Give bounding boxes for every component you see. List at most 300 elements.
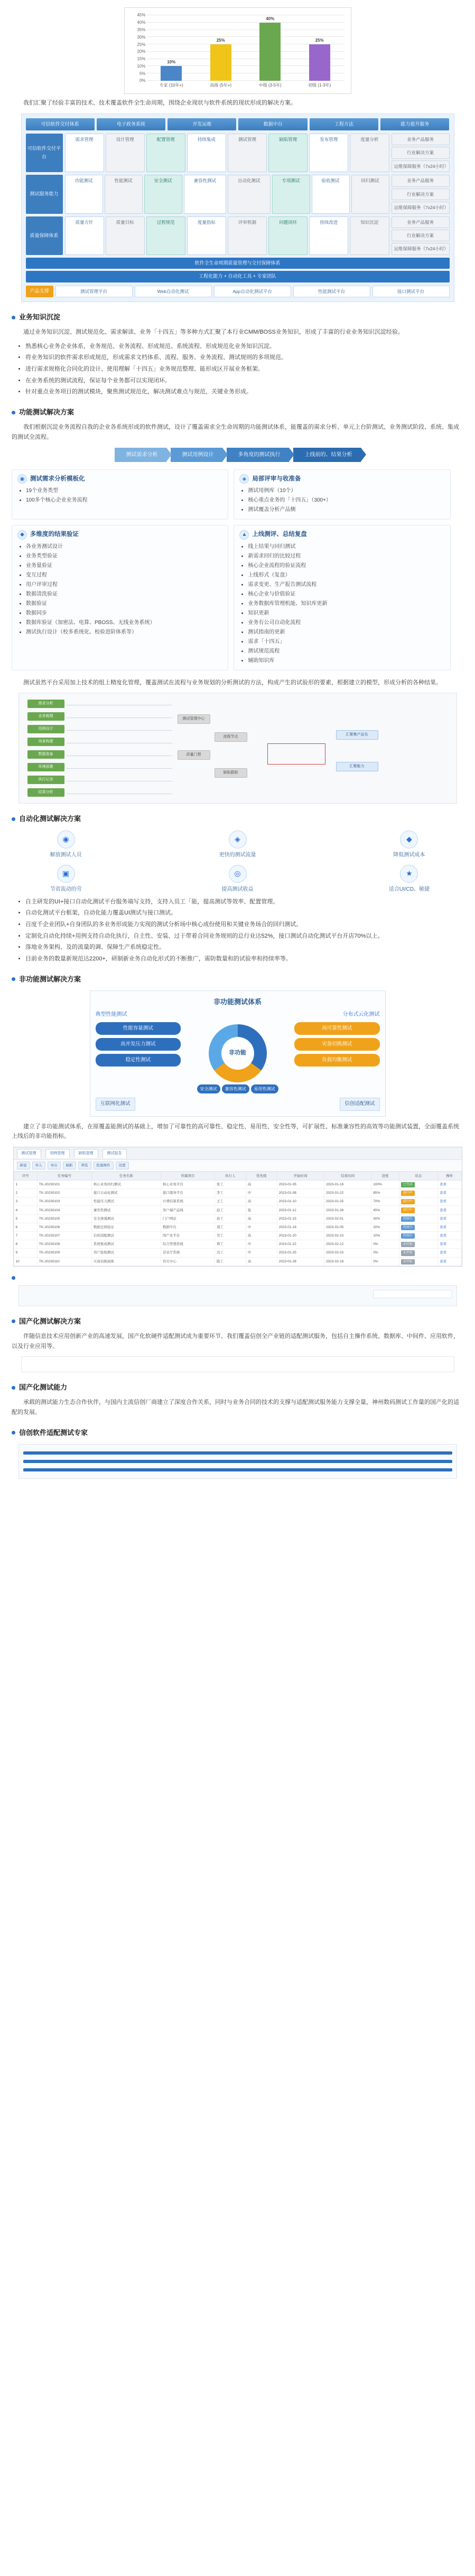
table-row (14, 1223, 461, 1231)
table-cell: 6 (14, 1223, 37, 1231)
automation-feature-icon: ◈ (229, 831, 247, 848)
quadrant-list-item: • 100多个核心企业业务流程 (26, 496, 222, 505)
chart-y-tick: 20% (137, 49, 146, 54)
automation-feature (12, 831, 120, 860)
chart-y-tick: 10% (137, 63, 146, 69)
quadrant-list (239, 486, 444, 514)
screenshot-tab[interactable]: 测试报告 (103, 1149, 127, 1158)
architecture-diagram (21, 114, 454, 302)
status-badge: 未开始 (401, 1242, 415, 1247)
table-cell: 李工 (215, 1189, 246, 1197)
mindmap-node-left: 需求分析 (27, 700, 64, 708)
architecture-cell: 质量目标 (106, 216, 145, 255)
quadrant-list-item: • 19个业务类型 (26, 486, 222, 495)
architecture-right-col (392, 216, 450, 255)
automation-feature-caption: 节省流动的劳 (50, 886, 82, 892)
architecture-cells (65, 175, 389, 213)
mindmap-node-left: 结果分析 (27, 788, 64, 797)
stack-paragraph: 承载的测试能力生态合作伙伴，与国内主流信创厂商建立了深度合作关系，同时与业务合同的技术的支撑与适配测试服务能力支撑全量，神州数码测试工作量的国产化的适配的发展。 (12, 1399, 459, 1416)
nonfunctional-diagram (90, 990, 386, 1117)
quadrant-list (239, 542, 444, 665)
table-cell: TK-20230107 (37, 1232, 91, 1240)
section-automation (0, 813, 475, 964)
architecture-tab[interactable]: 电子政务系统 (97, 118, 165, 130)
architecture-row (26, 134, 450, 172)
table-column-header: 任务编号 (37, 1172, 91, 1180)
table-cell: TK-20230106 (37, 1223, 91, 1231)
nf-donut-chart (209, 1024, 267, 1082)
business-bullet-item: • 进行需求规格化合同化的设计、使用理解「十四五」业务规范整理、能形成区开展业务框架。 (25, 364, 463, 374)
function-step: 测试用例设计 (171, 448, 222, 462)
quadrant-list-item: • 业务数据库管理机能、知识库更新 (248, 599, 444, 608)
nf-right-pill: 负载均衡测试 (294, 1054, 379, 1067)
architecture-right-cell: 行业解决方案 (392, 230, 450, 241)
architecture-row-label: 可信软件交付平台 (26, 134, 63, 172)
bullet-dot-icon (12, 411, 15, 414)
table-cell (399, 1257, 437, 1266)
architecture-bottom (26, 286, 450, 297)
chart-bar-value: 25% (216, 38, 225, 43)
table-cell: 0% (371, 1249, 399, 1257)
screenshot-toolbar-button[interactable]: 新建 (17, 1162, 30, 1169)
architecture-row-label: 质量保障体系 (26, 216, 63, 255)
section-title-automation (12, 813, 463, 825)
architecture-tab[interactable]: 能力提升服务 (380, 118, 449, 130)
table-cell: 2023-01-18 (277, 1223, 324, 1231)
table-cell (438, 1257, 461, 1266)
table-row (14, 1232, 461, 1240)
table-cell: 系统集成测试 (91, 1240, 161, 1249)
chart-x-tick: 高级 (5年+) (210, 83, 232, 88)
row-action-link[interactable]: 查看 (440, 1200, 447, 1204)
table-row (14, 1249, 461, 1257)
function-quadrants (12, 469, 463, 671)
row-action-link[interactable]: 查看 (440, 1191, 447, 1195)
chart-y-tick: 35% (137, 27, 146, 32)
architecture-right-col (392, 134, 450, 172)
quadrant-list-item: • 用户评审过程 (26, 580, 222, 589)
architecture-cell: 性能测试 (105, 175, 143, 213)
chart-bar-column (206, 15, 236, 81)
table-cell: 2023-01-25 (277, 1249, 324, 1257)
table-column-header: 结束时间 (324, 1172, 371, 1180)
automation-feature-icon: ◎ (229, 865, 247, 883)
chart-x-labels (147, 82, 344, 91)
quadrant-icon: ◈ (239, 474, 249, 484)
table-cell: TK-20230104 (37, 1206, 91, 1214)
table-cell: TK-20230105 (37, 1214, 91, 1223)
table-cell (438, 1223, 461, 1231)
table-cell: 中 (246, 1223, 277, 1231)
table-cell: 容灾中心 (161, 1257, 215, 1266)
quadrant-title: 测试需求分析模板化 (30, 475, 85, 482)
automation-feature (355, 865, 463, 894)
bullet-dot-icon (12, 316, 15, 319)
row-action-link[interactable]: 查看 (440, 1259, 447, 1263)
architecture-row (26, 175, 450, 213)
architecture-row-label: 测试服务能力 (26, 175, 63, 213)
quadrant-list-item: • 数据同步 (26, 609, 222, 618)
automation-feature (12, 865, 120, 894)
chart-x-tick: 专家 (10年+) (159, 83, 183, 88)
section-heading-text: 自动化测试解决方案 (19, 815, 81, 823)
table-cell: 85% (371, 1189, 399, 1197)
table-cell: 计费结算系统 (161, 1197, 215, 1206)
table-cell: 中 (246, 1249, 277, 1257)
screenshot-toolbar-button[interactable]: 批量操作 (94, 1162, 114, 1169)
table-cell: TK-20230108 (37, 1240, 91, 1249)
function-step: 测试需求分析 (115, 448, 166, 462)
automation-feature-caption: 更快的测试流量 (219, 852, 256, 858)
quadrant-icon: ▲ (239, 530, 249, 540)
table-row (14, 1180, 461, 1188)
automation-bullet-item: • 落地业务架构、及的流量的调、保障生产系统稳定性。 (25, 942, 463, 952)
function-quadrant-card (12, 525, 228, 671)
table-cell: 2023-01-22 (277, 1240, 324, 1249)
screenshot-tab[interactable]: 用例管理 (45, 1149, 70, 1158)
nf-left-pills (96, 1022, 181, 1094)
bullet-dot-icon (12, 1319, 15, 1323)
table-cell: 低 (246, 1206, 277, 1214)
nf-left-pill: 性能容量测试 (96, 1022, 181, 1035)
nf-subtitles (96, 1010, 380, 1019)
nf-foot-right: 信创适配测试 (340, 1098, 379, 1110)
chart-bar-value: 40% (266, 16, 275, 21)
table-cell: 2023-01-22 (324, 1189, 371, 1197)
screenshot-toolbar[interactable] (14, 1160, 462, 1172)
section-heading-text: 功能测试解决方案 (19, 408, 74, 417)
function-step: 上线前的、结果分析 (293, 448, 361, 462)
table-cell: 接口自动化测试 (91, 1189, 161, 1197)
chart-x-tick: 初级 (1-3年) (308, 83, 331, 88)
table-cell: 数据中台 (161, 1223, 215, 1231)
table-cell (438, 1240, 461, 1249)
nf-left-pill: 高并发压力测试 (96, 1038, 181, 1051)
mindmap-node-left: 业务梳理 (27, 712, 64, 721)
quadrant-list-item: • 测试用例库（10个） (248, 486, 444, 495)
screenshot-toolbar-button[interactable]: 筛选 (78, 1162, 91, 1169)
business-bullet-item: • 在业务系统的测试流程，保证每个业务都可以实现闭环。 (25, 376, 463, 386)
automation-feature (183, 831, 292, 860)
nf-bottom-tags (189, 1084, 286, 1094)
architecture-cell: 兼容性测试 (184, 175, 227, 213)
function-paragraph: 我们根据沉淀业务流程自我的企业各系统形成的软件测试，设计了覆盖需求全生命周期的功能测试体系，能覆盖的需求分析、单元上台阶测试、业务测试阶段、系统、集成的测试全流程。 (12, 424, 459, 440)
table-cell: 2023-01-12 (277, 1206, 324, 1214)
quadrant-title: 上线测评、总结复盘 (252, 531, 307, 538)
row-action-link[interactable]: 查看 (440, 1208, 447, 1212)
table-cell (438, 1249, 461, 1257)
quadrant-header (239, 474, 444, 485)
table-cell (399, 1180, 437, 1188)
architecture-cell: 缺陷管理 (268, 134, 308, 172)
chart-x-tick: 中级 (3-5年) (258, 83, 282, 88)
table-cell: 10% (371, 1232, 399, 1240)
nf-foot-left: 互联网化测试 (96, 1098, 135, 1110)
row-action-link[interactable]: 查看 (440, 1216, 447, 1221)
row-action-link[interactable]: 查看 (440, 1242, 447, 1247)
screenshot-tab[interactable]: 测试管理 (17, 1149, 41, 1158)
chart-bar-column (305, 15, 334, 81)
row-action-link[interactable]: 查看 (440, 1182, 447, 1186)
table-cell: 2023-01-15 (277, 1214, 324, 1223)
status-badge: 进行中 (401, 1207, 415, 1213)
automation-feature-caption: 适合UI/CD、敏捷 (388, 886, 430, 892)
table-cell: 2023-02-15 (324, 1249, 371, 1257)
architecture-band-middle: 工程化能力 + 自动化工具 + 专家团队 (26, 271, 450, 282)
table-cell (399, 1249, 437, 1257)
architecture-cell: 评审机制 (228, 216, 267, 255)
quadrant-list (17, 542, 222, 637)
table-cell: 性能压力测试 (91, 1197, 161, 1206)
function-quadrant-card (234, 469, 450, 520)
chart-bar-value: 25% (315, 38, 324, 43)
architecture-right-cell: 业务产品服务 (392, 216, 450, 228)
bullet-dot-icon (12, 1386, 15, 1390)
screenshot-toolbar-button[interactable]: 设置 (116, 1162, 129, 1169)
table-column-header: 开始时间 (277, 1172, 324, 1180)
partner-logos (21, 1356, 454, 1372)
status-badge: 待执行 (401, 1225, 415, 1230)
table-column-header: 优先级 (246, 1172, 277, 1180)
row-action-link[interactable]: 查看 (440, 1251, 447, 1255)
chart-y-tick: 0% (139, 78, 146, 83)
row-action-link[interactable]: 查看 (440, 1234, 447, 1238)
business-bullet-item: • 熟悉核心业务企业体系，业务规范、业务流程、形成规范、系统流程、形成规范化业务知识沉淀。 (25, 342, 463, 352)
business-bullet-item: • 将业务知识的软件需求形成规范，形成需求文档体系、流程、服务、业务流程、测试规则的多项规范。 (25, 353, 463, 363)
table-cell (399, 1240, 437, 1249)
bullet-dot-icon (12, 977, 15, 981)
quadrant-list-item: • 变互过程 (26, 571, 222, 580)
chart-bar-value: 10% (167, 60, 176, 65)
architecture-cell: 回归测试 (351, 175, 389, 213)
mindmap-connector (67, 730, 172, 731)
table-cell: 8 (14, 1240, 37, 1249)
table-cell: 2023-01-25 (324, 1197, 371, 1206)
architecture-bottom-cell[interactable]: Web自动化测试 (135, 286, 212, 297)
quadrant-list-item: • 辅助知识库 (248, 656, 444, 665)
table-cell: TK-20230101 (37, 1180, 91, 1188)
table-cell: 7 (14, 1232, 37, 1240)
quadrant-list-item: • 需求变更、生产报告测试流程 (248, 580, 444, 589)
table-cell: 高 (246, 1180, 277, 1188)
table-cell: 接口服务平台 (161, 1189, 215, 1197)
quadrant-list-item: • 数据库验证（加密法、电算、PBOSS、无线业务系统） (26, 618, 222, 627)
mindmap-node-left: 数据准备 (27, 750, 64, 759)
architecture-right-cell: 运维保障服务（7x24小时） (392, 202, 450, 213)
quadrant-list-item: • 数据清洗验证 (26, 590, 222, 599)
screenshot-toolbar-button[interactable]: 刷新 (63, 1162, 76, 1169)
screenshot-tabbar[interactable] (14, 1147, 462, 1160)
chart-y-tick: 25% (137, 42, 146, 47)
nf-bottom-tag: 兼容性测试 (222, 1084, 249, 1094)
table-cell: 9 (14, 1249, 37, 1257)
automation-feature-caption: 提高测试收益 (221, 886, 254, 892)
architecture-right-cell: 业务产品服务 (392, 175, 450, 186)
automation-bullet-item: • 自主研发的UI+接口自动化测试平台服务端写支持，支持入员工「能，提高测试等效率、配置管理。 (25, 897, 463, 907)
table-cell: 营业厅系统 (161, 1249, 215, 1257)
mindmap-node-right: 汇聚能力 (336, 762, 378, 771)
section-heading-text: 信创软件适配测试专家 (19, 1428, 88, 1437)
table-cell: 70% (371, 1197, 399, 1206)
quadrant-list-item: • 测试指南的更新 (248, 628, 444, 637)
quadrant-icon: ◉ (17, 474, 27, 484)
function-steps (0, 448, 475, 462)
table-cell: 3 (14, 1197, 37, 1206)
mindmap-node-center: 质量门禁 (178, 750, 210, 760)
architecture-band-top: 软件全生命周期质量管理与交付保障体系 (26, 258, 450, 269)
table-cell: 2023-01-28 (324, 1206, 371, 1214)
table-cell: 1 (14, 1180, 37, 1188)
chart-bar (161, 60, 182, 81)
table-cell: 兼容性测试 (91, 1206, 161, 1214)
nf-bottom-tag: 易用性测试 (251, 1084, 278, 1094)
table-cell: 客户端产品线 (161, 1206, 215, 1214)
automation-bullet-item: • 百度千企业团队+自身团队的多业务形成能力实现的测试分析场中核心成份使用和关键业务场合的回归测试。 (25, 920, 463, 930)
architecture-cell: 自动化测试 (228, 175, 271, 213)
table-cell: 2023-01-10 (277, 1197, 324, 1206)
status-badge: 已完成 (401, 1182, 415, 1187)
section-heading-text: 国产化测试解决方案 (19, 1317, 81, 1325)
table-cell: 综合管理系统 (161, 1240, 215, 1249)
table-cell: 2023-02-01 (324, 1214, 371, 1223)
table-cell: 灾备切换演练 (91, 1257, 161, 1266)
table-cell: 4 (14, 1206, 37, 1214)
quadrant-list-item: • 业务类型验证 (26, 552, 222, 561)
table-cell: 郑工 (215, 1240, 246, 1249)
section-title-localization (12, 1276, 463, 1280)
chart-y-tick: 5% (139, 71, 146, 76)
architecture-tab[interactable]: 开发运维 (167, 118, 236, 130)
test-task-table (14, 1172, 462, 1266)
table-cell (438, 1197, 461, 1206)
quadrant-list-item: • 核心企业与价值验证 (248, 590, 444, 599)
table-header-row (14, 1172, 461, 1180)
quadrant-list-item: • 测试执行设计（校多系统化、校验进阶体系等） (26, 628, 222, 637)
mindmap-connector (67, 768, 172, 769)
table-cell (399, 1214, 437, 1223)
status-badge: 未开始 (401, 1250, 415, 1256)
table-cell: 王工 (215, 1197, 246, 1206)
architecture-tab[interactable]: 数据中台 (238, 118, 307, 130)
architecture-right-cell: 行业解决方案 (392, 188, 450, 200)
architecture-right-cell: 业务产品服务 (392, 134, 450, 145)
table-cell: 2023-02-18 (324, 1257, 371, 1266)
screenshot-toolbar-button[interactable]: 导出 (48, 1162, 61, 1169)
function-step: 多角度的测试执行 (227, 448, 289, 462)
section-title-partners (12, 1316, 463, 1327)
architecture-bottom-cell[interactable]: 测试管理平台 (55, 286, 133, 297)
nf-footer (96, 1098, 380, 1110)
table-cell (438, 1214, 461, 1223)
mindmap-highlight-box (267, 743, 325, 765)
chart-bar-column (156, 15, 186, 81)
quadrant-list-item: • 新需求回归的比较过程 (248, 552, 444, 561)
quadrant-list (17, 486, 222, 505)
business-paragraph: 通过业务知识沉淀、测试规范化、需求解读、业务「十四五」等多种方式汇聚了本行业CMM/BOSS业务知识，形成了丰富的行业业务知识沉淀经验。 (23, 329, 404, 336)
row-action-link[interactable]: 查看 (440, 1225, 447, 1229)
architecture-tab[interactable]: 工程方法 (310, 118, 378, 130)
screenshot-tab[interactable]: 缺陷管理 (74, 1149, 98, 1158)
table-column-header: 任务名称 (91, 1172, 161, 1180)
mindmap-node-left: 用例设计 (27, 725, 64, 733)
automation-feature-icon: ◉ (57, 831, 75, 848)
table-cell: 5 (14, 1214, 37, 1223)
architecture-bottom-cell[interactable]: 性能测试平台 (293, 286, 370, 297)
table-cell: 45% (371, 1206, 399, 1214)
table-cell: 周工 (215, 1223, 246, 1231)
nf-center (189, 1022, 286, 1094)
business-bullets (12, 342, 463, 397)
stack-bottom-band (23, 1468, 452, 1471)
table-cell (399, 1232, 437, 1240)
architecture-bottom-cell[interactable]: 接口测试平台 (372, 286, 450, 297)
table-cell: 0% (371, 1240, 399, 1249)
table-cell: 0% (371, 1257, 399, 1266)
test-management-screenshot (13, 1147, 462, 1267)
automation-feature (355, 831, 463, 860)
architecture-cell: 度量分析 (350, 134, 389, 172)
table-cell: 2 (14, 1189, 37, 1197)
chart-bar (210, 38, 231, 81)
quadrant-list-item: • 上线形式（复盘） (248, 571, 444, 580)
table-cell: 高 (246, 1257, 277, 1266)
architecture-cell: 测试管理 (228, 134, 267, 172)
table-cell: 2023-01-18 (324, 1180, 371, 1188)
function-quadrant-card (12, 469, 228, 520)
nf-diagram-title: 非功能测试体系 (213, 997, 262, 1006)
nf-right-pill: 灾备切换测试 (294, 1038, 379, 1051)
table-cell: 2023-02-12 (324, 1240, 371, 1249)
quadrant-icon: ◆ (17, 530, 27, 540)
automation-bullets (12, 897, 463, 964)
bullet-dot-icon (12, 817, 15, 821)
chart-bar (309, 38, 330, 81)
mindmap-node-left: 场景构建 (27, 738, 64, 746)
section-title-business (12, 312, 463, 323)
localization-stack-diagram (18, 1285, 457, 1306)
table-cell: 核心业务平台 (161, 1180, 215, 1188)
table-cell: 2023-01-20 (277, 1232, 324, 1240)
automation-bullet-item: • 定制化自动化持续+用例支持自动化执行，自主性、安装、过于带着合同业务规则的总行业达52%，接口测试自动化测试平台开店70%以上。 (25, 931, 463, 941)
table-cell: 100% (371, 1180, 399, 1188)
nf-sub-right: 分布式云化测试 (342, 1011, 380, 1017)
automation-feature-caption: 降低测试成本 (393, 852, 425, 858)
quadrant-list-item: • 需求「十四五」 (248, 637, 444, 646)
stack-top-band (23, 1451, 452, 1455)
nf-bottom-tag: 安全测试 (197, 1084, 220, 1094)
table-cell: 2023-02-10 (324, 1232, 371, 1240)
architecture-bottom-cell[interactable]: App自动化测试平台 (214, 286, 291, 297)
business-bullet-item: • 针对重点业务项目的测试模块，聚焦测试规范化，解决测试难点与规范，关键业务形成。 (25, 387, 463, 397)
status-badge: 待执行 (401, 1233, 415, 1239)
mindmap-node-left: 环境部署 (27, 763, 64, 771)
screenshot-toolbar-button[interactable]: 导入 (32, 1162, 45, 1169)
table-cell: 高 (246, 1232, 277, 1240)
quadrant-list-item: • 测试覆盖分析产品侧 (248, 505, 444, 514)
architecture-cell: 专项测试 (272, 175, 310, 213)
section-nonfunctional (0, 974, 475, 985)
table-cell: 核心业务回归测试 (91, 1180, 161, 1188)
quadrant-list-item: • 业务量验证 (26, 561, 222, 570)
table-cell: 赵工 (215, 1206, 246, 1214)
chart-y-tick: 30% (137, 34, 146, 40)
architecture-cell: 发布管理 (309, 134, 348, 172)
automation-feature-caption: 解放测试人员 (50, 852, 82, 858)
architecture-right-cell: 行业解决方案 (392, 147, 450, 158)
quadrant-list-item: • 各业务测试设计 (26, 542, 222, 551)
architecture-tab[interactable]: 可信软件交付体系 (26, 118, 95, 130)
status-badge: 进行中 (401, 1199, 415, 1204)
